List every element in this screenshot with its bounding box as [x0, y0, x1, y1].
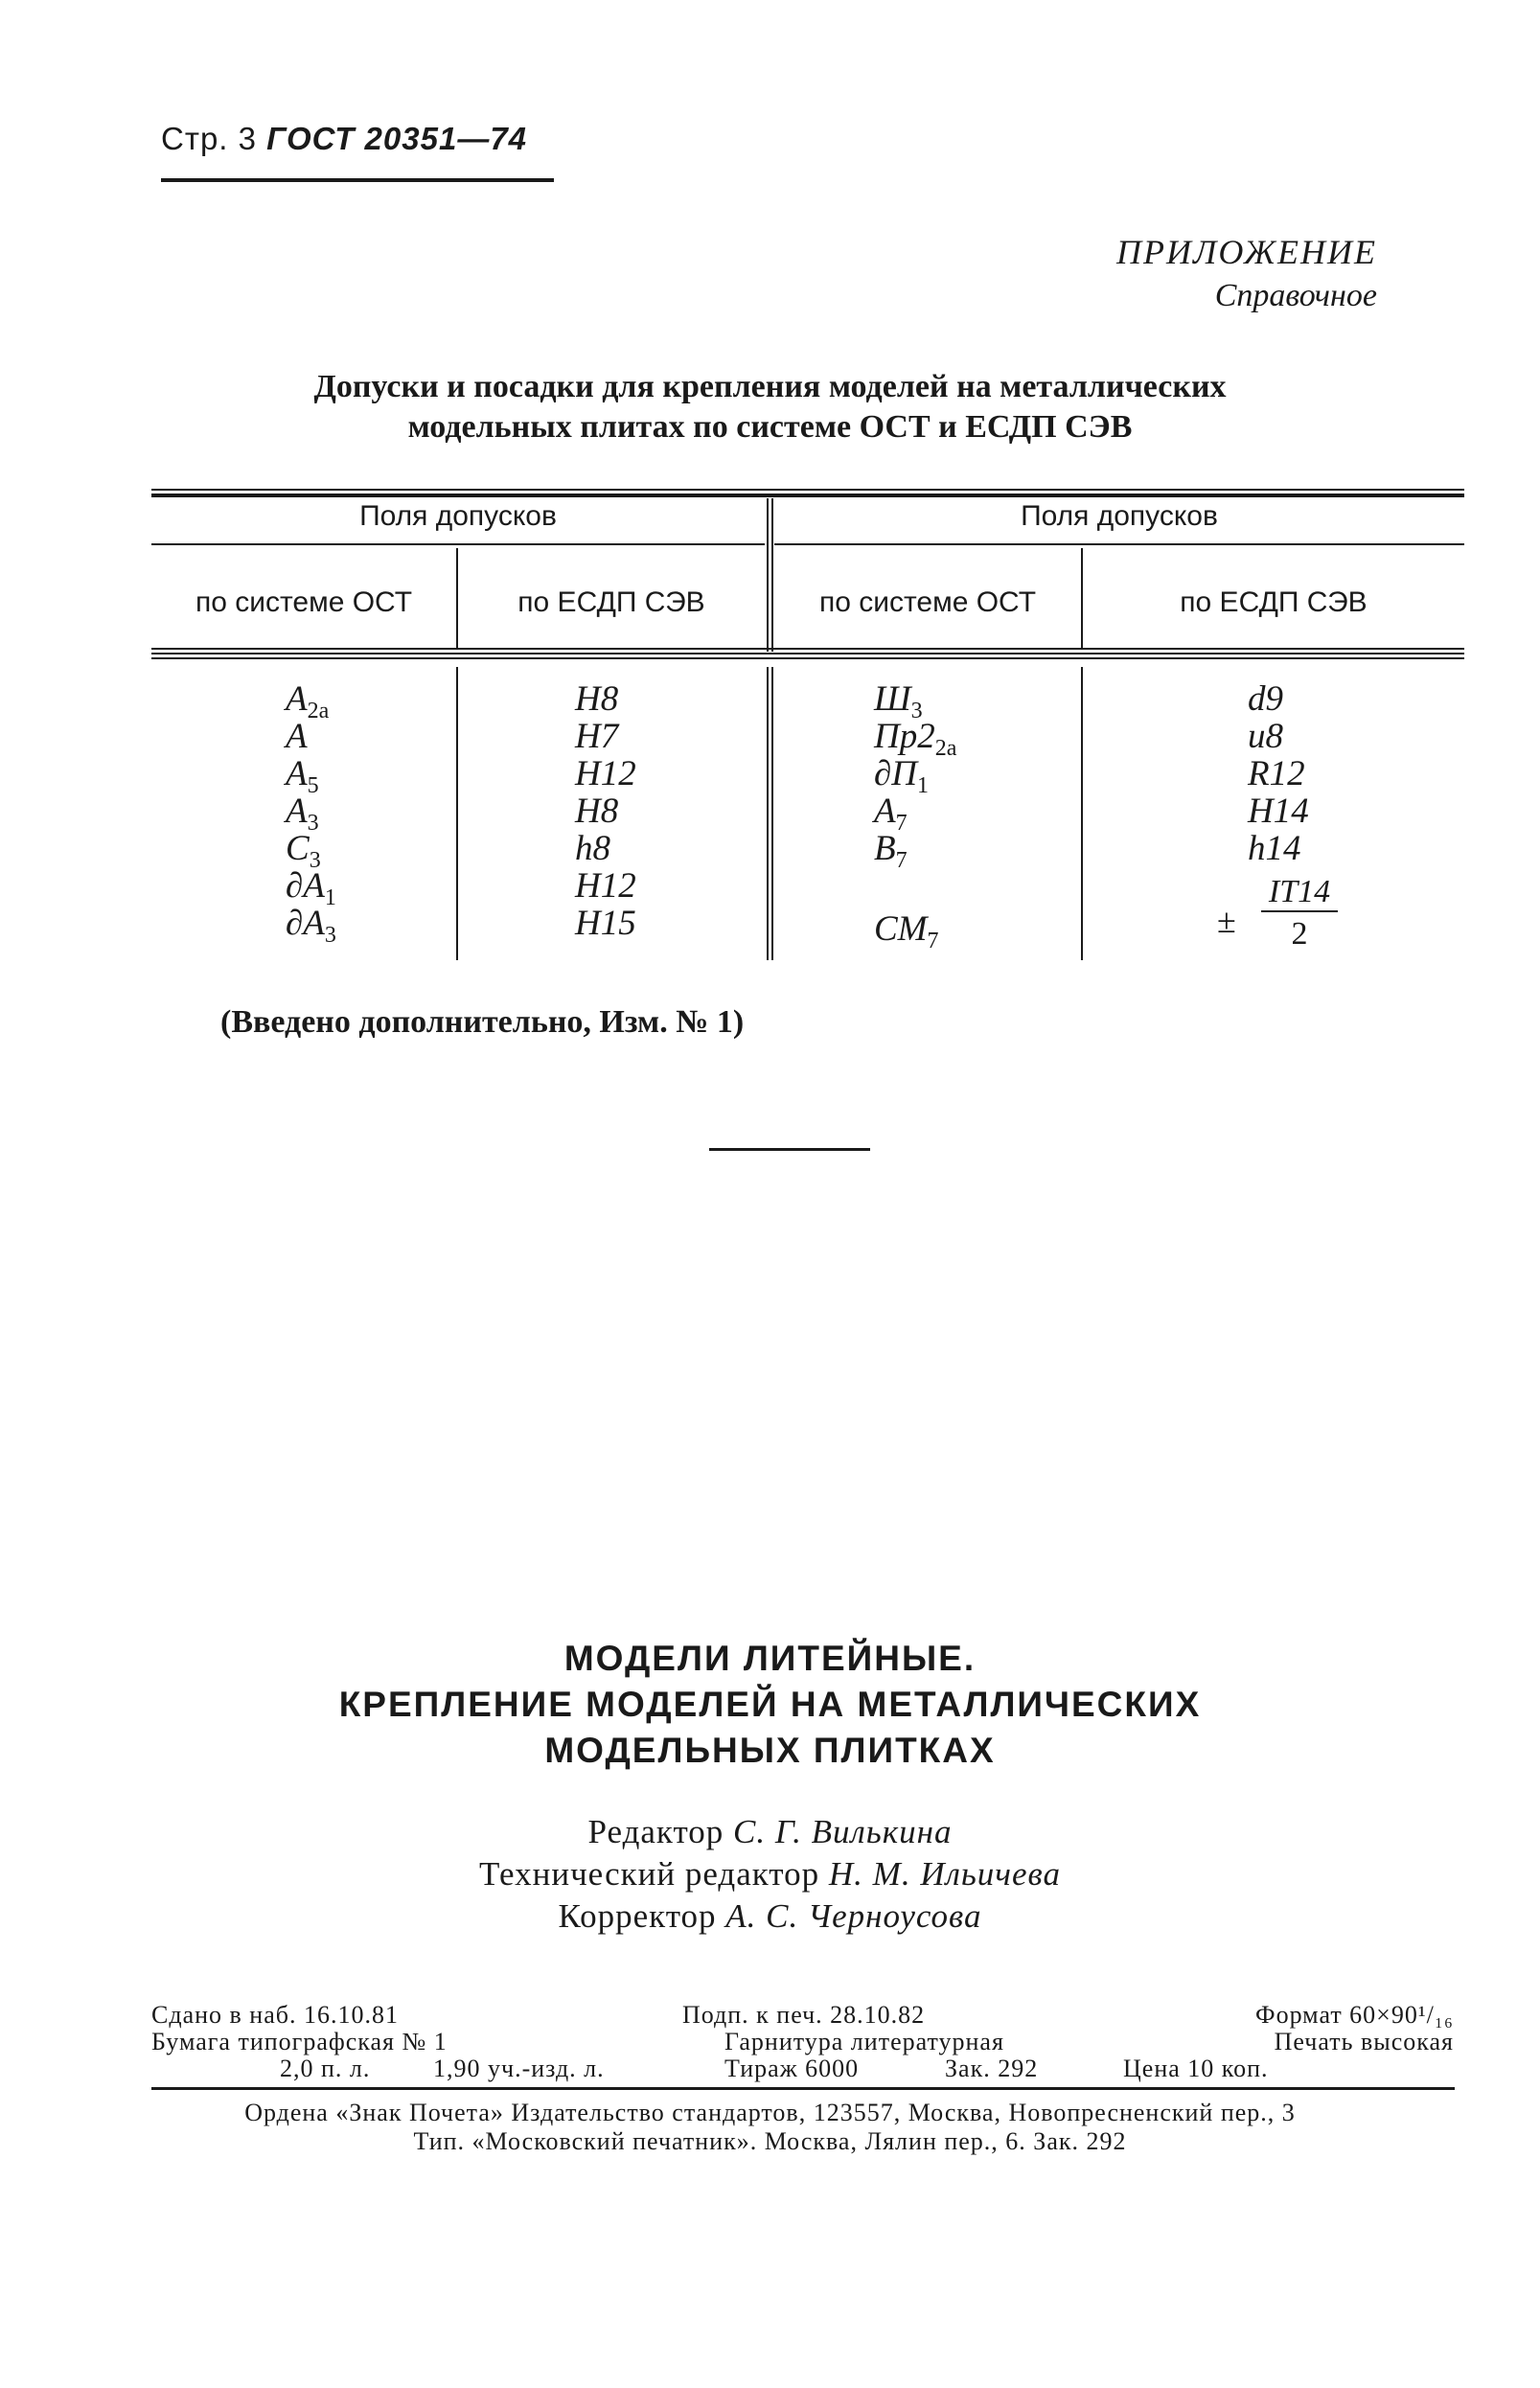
page-number: Стр. 3	[161, 121, 257, 156]
table-cell: $\partial П_1$	[874, 754, 930, 798]
imprint-format: Формат 60×90¹/₁₆	[1255, 2001, 1454, 2029]
table-cell: R12	[1248, 754, 1305, 793]
header-rule-3	[151, 657, 1464, 659]
column-ost-2	[874, 679, 957, 953]
imprint-run: Тираж 6000	[724, 2055, 860, 2082]
appendix-title: ПРИЛОЖЕНИЕ	[1116, 233, 1377, 271]
header-rule	[161, 178, 554, 182]
table-cell: H12	[575, 866, 636, 906]
table-cell: H14	[1248, 792, 1309, 831]
appendix-type: Справочное	[1214, 278, 1377, 313]
imprint-signed: Подп. к печ. 28.10.82	[682, 2001, 926, 2029]
table-cell: H12	[575, 754, 636, 793]
table-cell: $A_{2а}$	[286, 679, 330, 723]
imprint-edition-sheets: 1,90 уч.-изд. л.	[433, 2055, 605, 2082]
group-header-right: Поля допусков	[1021, 500, 1218, 532]
fraction-numerator: IT14	[1268, 874, 1331, 909]
book-title	[0, 1636, 1540, 1774]
publisher-line-1: Ордена «Знак Почета» Издательство стандартов, 123557, Москва, Новопресненский пер., 3	[244, 2099, 1296, 2126]
page-header	[161, 121, 527, 157]
fraction-denominator: 2	[1291, 916, 1308, 952]
table-top-rule	[151, 489, 1464, 491]
editorial-staff	[0, 1811, 1540, 1938]
table-cell: $\partial A_1$	[286, 866, 336, 910]
table-cell: $Ш_3$	[874, 679, 923, 723]
col-header-esdp-2: по ЕСДП СЭВ	[1180, 586, 1368, 618]
table-title-line-1: Допуски и посадки для крепления моделей на металлических	[313, 369, 1227, 404]
editor-line: Редактор С. Г. Вилькина	[587, 1813, 953, 1850]
column-esdp-1	[575, 680, 636, 942]
table-cell: $\partial A_3$	[286, 904, 336, 948]
table-title	[0, 367, 1540, 448]
table-title-line-2: модельных плитах по системе ОСТ и ЕСДП СЭВ	[407, 409, 1133, 445]
amendment-note: (Введено дополнительно, Изм. № 1)	[220, 1004, 745, 1040]
group-rule-right	[774, 543, 1464, 545]
table-cell: d9	[1248, 679, 1283, 719]
table-cell	[874, 867, 956, 905]
col-header-esdp-1: по ЕСДП СЭВ	[517, 586, 705, 618]
table-cell: $A_3$	[286, 792, 319, 836]
table-cell: $A_5$	[286, 754, 319, 798]
table-cell: $B_7$	[874, 829, 908, 873]
imprint-sheets: 2,0 п. л.	[280, 2055, 371, 2082]
col-header-ost-1: по системе ОСТ	[195, 586, 413, 618]
table-cell: H7	[575, 717, 619, 756]
tech-editor-line: Технический редактор Н. М. Ильичева	[479, 1855, 1061, 1893]
col-header-ost-2: по системе ОСТ	[818, 586, 1037, 618]
col-divider-1-header	[456, 548, 458, 648]
corrector-line: Корректор А. С. Черноусова	[558, 1897, 982, 1935]
table-cell: H8	[575, 679, 619, 719]
imprint-printing: Печать высокая	[1274, 2028, 1454, 2055]
center-divider-b-body	[771, 667, 773, 960]
imprint-typeface: Гарнитура литературная	[724, 2028, 1004, 2055]
imprint-typeset: Сдано в наб. 16.10.81	[151, 2001, 399, 2029]
table-cell: $C_3$	[286, 829, 321, 873]
gost-number: ГОСТ 20351—74	[266, 121, 528, 156]
table-cell: H15	[575, 904, 636, 943]
imprint-paper: Бумага типографская № 1	[151, 2028, 448, 2055]
imprint-price: Цена 10 коп.	[1123, 2055, 1269, 2082]
center-divider-a-header	[767, 498, 769, 652]
imprint-order: Зак. 292	[945, 2055, 1039, 2082]
table-cell: H8	[575, 792, 619, 831]
table-cell: u8	[1248, 717, 1283, 756]
table-cell: h8	[575, 829, 610, 868]
section-rule	[709, 1148, 870, 1151]
table-cell: A	[286, 717, 308, 756]
book-title-line-2: КРЕПЛЕНИЕ МОДЕЛЕЙ НА МЕТАЛЛИЧЕСКИХ	[338, 1685, 1202, 1724]
col-divider-1-body	[456, 667, 458, 960]
group-rule-left	[151, 543, 765, 545]
book-title-line-3: МОДЕЛЬНЫХ ПЛИТКАХ	[544, 1731, 996, 1770]
book-title-line-1: МОДЕЛИ ЛИТЕЙНЫЕ.	[563, 1639, 977, 1678]
center-divider-a-body	[767, 667, 769, 960]
group-header-left: Поля допусков	[359, 500, 557, 532]
appendix-label	[1116, 232, 1377, 314]
table-cell: h14	[1248, 829, 1301, 868]
table-cell: $A_7$	[874, 792, 908, 836]
col-divider-3-body	[1081, 667, 1083, 960]
center-divider-b-header	[771, 498, 773, 652]
column-esdp-2	[1248, 680, 1309, 867]
header-rule-1	[151, 648, 1464, 650]
table-top-rule-thick	[151, 494, 1464, 497]
table-cell: $CM_7$	[874, 909, 939, 953]
imprint-rule	[151, 2087, 1455, 2090]
fraction-bar	[1261, 910, 1338, 912]
table-cell: $Пр2_{2а}$	[874, 717, 957, 761]
header-rule-2	[151, 653, 1464, 654]
publisher-line-2: Тип. «Московский печатник». Москва, Лялин пер., 6. Зак. 292	[413, 2127, 1127, 2155]
col-divider-3-header	[1081, 548, 1083, 648]
column-ost-1	[286, 679, 336, 948]
plus-minus-sign: ±	[1217, 902, 1236, 940]
